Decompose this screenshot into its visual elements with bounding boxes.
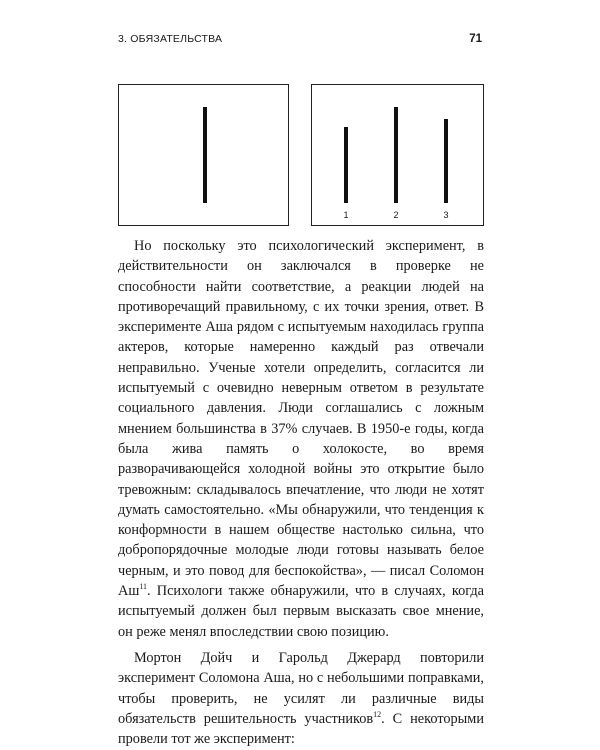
running-header [118,33,482,49]
comparison-label-3: 3 [443,210,449,220]
comparison-line-2 [394,107,398,203]
paragraph-tail: . Психологи также обнаружили, что в случаях, когда испытуемый должен был первым высказать свое мнение, он реже менял впоследствии свою позицию. [118,583,484,640]
paragraph-text: Мортон Дойч и Гарольд Джерард повторили эксперимент Соломона Аша, но с небольшими поправками, чтобы проверить, не усилят ли различные виды обязательств решительность участников [118,649,484,727]
reference-line [203,107,207,203]
comparison-line-1 [344,127,348,203]
comparison-label-1: 1 [343,210,349,220]
asch-lines-figure [118,84,484,226]
comparison-lines-card [311,84,484,226]
footnote-ref[interactable]: 12 [373,709,382,719]
body-text [118,236,484,749]
paragraph-tail: . С некоторыми провели тот же эксперимент: [118,710,484,748]
reference-line-card [118,84,289,226]
footnote-ref[interactable]: 11 [139,582,148,592]
chapter-title: 3. ОБЯЗАТЕЛЬСТВА [118,33,223,45]
paragraph [118,236,484,642]
paragraph [118,648,484,749]
paragraph-text: Но поскольку это психологический эксперимент, в действительности он заключался в проверке не способности найти соответствие, а реакции людей на противоречащий правильному, с их точки зрения, ответ. В эксперименте Аша рядом с испытуемым находилась группа актеров, которые намеренно каждый раз отвечали неправильно. Ученые хотели определить, согласится ли испытуемый с очевидно неверным ответом в результате социального давления. Люди соглашались с ложным мнением большинства в 37% случаев. В 1950-е годы, когда была жива память о холокосте, во время разворачивающейся холодной войны это открытие было тревожным: складывалось впечатление, что люди не хотят думать самостоятельно. «Мы обнаружили, что тенденция к конформности в нашем обществе настолько сильна, что добропорядочные молодые люди готовы называть белое черным, и это повод для беспокойства», — писал Соломон Аш [118,238,484,600]
comparison-label-2: 2 [393,210,399,220]
comparison-line-3 [444,119,448,203]
page-number: 71 [469,33,482,45]
